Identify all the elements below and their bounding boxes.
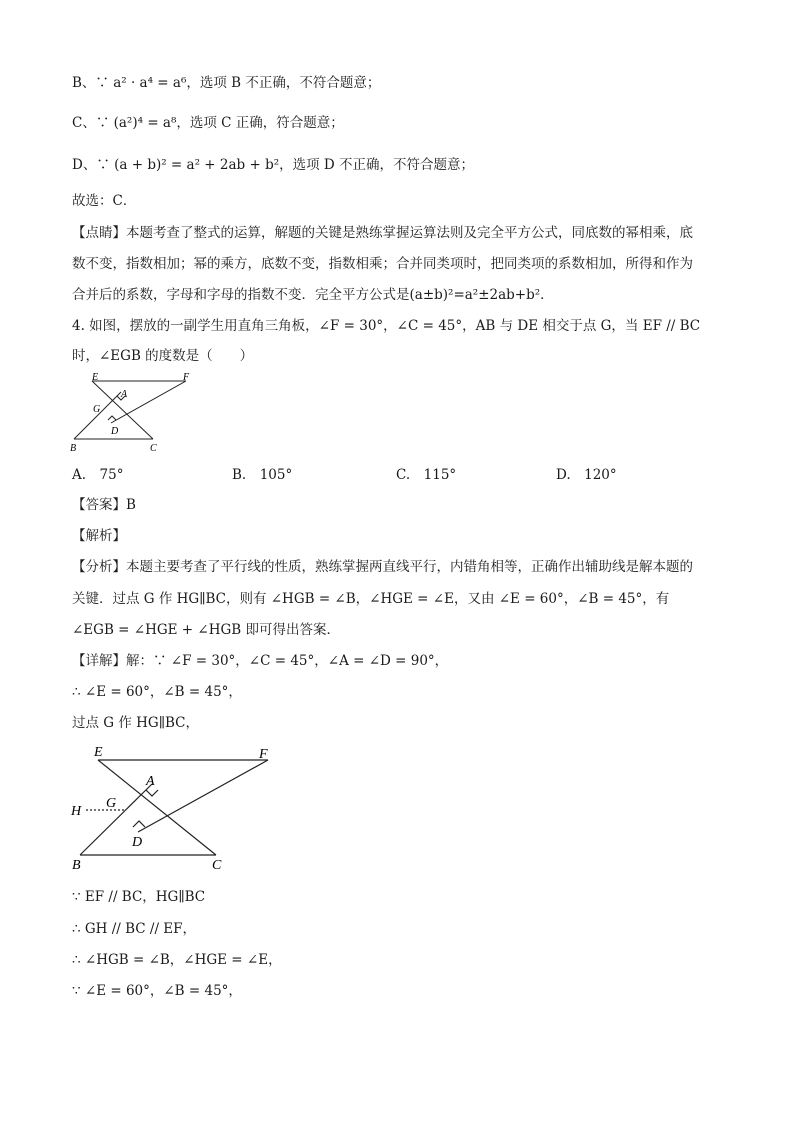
large-label-g: G xyxy=(106,796,117,811)
analysis-line-3: ∠EGB = ∠HGE + ∠HGB 即可得出答案． xyxy=(72,622,340,638)
large-label-e: E xyxy=(94,745,103,760)
small-label-c: C xyxy=(150,443,157,454)
small-label-b: B xyxy=(70,443,77,454)
option-c: C. 115° xyxy=(396,467,457,483)
detail-line-2: ∴ ∠E = 60°，∠B = 45°， xyxy=(72,684,242,700)
small-triangle-figure xyxy=(68,372,198,456)
large-triangle-figure xyxy=(68,740,288,875)
small-label-e: E xyxy=(92,372,99,383)
small-label-g: G xyxy=(93,404,101,415)
large-label-a: A xyxy=(146,774,155,789)
detail-line-1: 【详解】解：∵ ∠F = 30°，∠C = 45°，∠A = ∠D = 90°， xyxy=(72,653,449,669)
detail-line-7: ∵ ∠E = 60°，∠B = 45°， xyxy=(72,983,242,999)
small-label-a: A xyxy=(121,389,128,400)
option-b: B. 105° xyxy=(232,467,293,483)
question-4-line-2: 时，∠EGB 的度数是（ ） xyxy=(72,348,254,364)
large-label-f: F xyxy=(259,747,268,762)
detail-line-5: ∴ GH // BC // EF， xyxy=(72,921,197,937)
option-d: D. 120° xyxy=(556,467,617,483)
solution-line-c: C、∵ (a²)⁴ = a⁸，选项 C 正确，符合题意； xyxy=(72,115,344,131)
small-label-d: D xyxy=(111,426,119,437)
large-label-h: H xyxy=(71,804,82,819)
comment-line-3: 合并后的系数，字母和字母的指数不变．完全平方公式是(a±b)²=a²±2ab+b²． xyxy=(72,287,554,303)
comment-line-1: 【点睛】本题考查了整式的运算，解题的关键是熟练掌握运算法则及完全平方公式，同底数的幂相乘，底 xyxy=(72,225,693,241)
detail-line-4: ∵ EF // BC，HG∥BC xyxy=(72,889,206,905)
detail-line-3: 过点 G 作 HG∥BC， xyxy=(72,715,199,731)
analysis-line-1: 【分析】本题主要考查了平行线的性质，熟练掌握两直线平行，内错角相等，正确作出辅助线是解本题的 xyxy=(72,559,693,575)
detail-line-6: ∴ ∠HGB = ∠B，∠HGE = ∠E， xyxy=(72,952,282,968)
large-label-d: D xyxy=(132,835,143,850)
large-label-c: C xyxy=(212,858,222,873)
answer-choice-line: 故选：C． xyxy=(72,193,137,209)
option-a: A. 75° xyxy=(72,467,124,483)
small-label-f: F xyxy=(183,372,190,383)
question-4-line-1: 4. 如图，摆放的一副学生用直角三角板，∠F = 30°，∠C = 45°，AB 与 DE 相交于点 G，当 EF // BC xyxy=(72,318,701,334)
analysis-heading: 【解析】 xyxy=(72,528,126,544)
solution-line-b: B、∵ a² · a⁴ = a⁶，选项 B 不正确，不符合题意； xyxy=(72,75,381,91)
answer-line: 【答案】B xyxy=(72,497,136,513)
analysis-line-2: 关键．过点 G 作 HG∥BC，则有 ∠HGB = ∠B，∠HGE = ∠E，又由 ∠E = 60°，∠B = 45°，有 xyxy=(72,591,670,607)
large-label-b: B xyxy=(72,858,81,873)
comment-line-2: 数不变，指数相加；幂的乘方，底数不变，指数相乘；合并同类项时，把同类项的系数相加，所得和作为 xyxy=(72,256,693,272)
solution-line-d: D、∵ (a + b)² = a² + 2ab + b²，选项 D 不正确，不符合题意； xyxy=(72,157,475,173)
